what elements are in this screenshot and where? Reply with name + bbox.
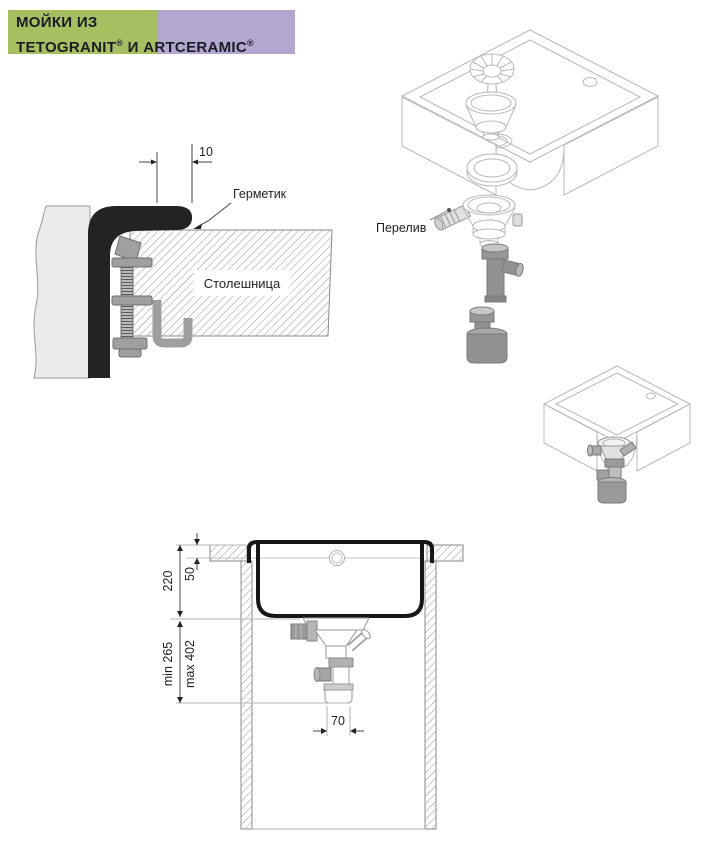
dimension-220-value: 220 <box>161 570 175 592</box>
dimension-70 <box>313 706 364 736</box>
dimension-70-value: 70 <box>331 714 345 728</box>
siphon-assembly <box>291 618 372 703</box>
drain-tee-pipe <box>482 244 524 302</box>
clamp-plate-lower <box>112 296 152 305</box>
mounting-cross-section-diagram <box>34 144 332 378</box>
registered-mark: ® <box>247 38 254 48</box>
dimension-min-max <box>161 621 197 703</box>
drain-body-tab <box>513 214 522 226</box>
countertop-left <box>210 545 247 561</box>
dimension-50 <box>183 533 200 581</box>
installation-dimensions-diagram <box>161 533 463 829</box>
sink-wall-panel <box>34 206 90 378</box>
registered-mark: ® <box>116 38 124 48</box>
overflow-label: Перелив <box>376 221 427 235</box>
sealant-callout <box>193 187 287 229</box>
dimension-50-value: 50 <box>183 567 197 581</box>
exploded-drain-diagram <box>376 30 658 363</box>
dimension-220 <box>161 545 183 617</box>
dimension-min-value: min 265 <box>161 641 175 687</box>
dimension-10-value: 10 <box>199 145 213 159</box>
conjunction: И <box>123 39 144 56</box>
cabinet-wall-left <box>241 561 252 829</box>
corner-sink-isometric <box>402 30 658 195</box>
countertop-label: Столешница <box>203 276 281 291</box>
dimension-max-value: max 402 <box>183 640 197 688</box>
brand-artceramic: ARTCERAMIC <box>143 39 248 56</box>
clamp-nut-cap <box>119 349 141 357</box>
dimension-10 <box>139 144 213 203</box>
brand-tetogranit: TETOGRANIT <box>16 39 117 56</box>
sealant-label: Герметик <box>233 187 287 201</box>
clamp-plate-upper <box>112 258 152 267</box>
cabinet-wall-right <box>425 561 436 829</box>
sealing-ring <box>467 154 517 186</box>
page-title-line1: МОЙКИ ИЗ <box>16 14 98 31</box>
trap-inlet-piece <box>467 307 507 363</box>
clamp-nut <box>113 338 147 349</box>
assembled-sink-diagram <box>544 366 690 503</box>
overflow-drain-body <box>433 195 522 248</box>
